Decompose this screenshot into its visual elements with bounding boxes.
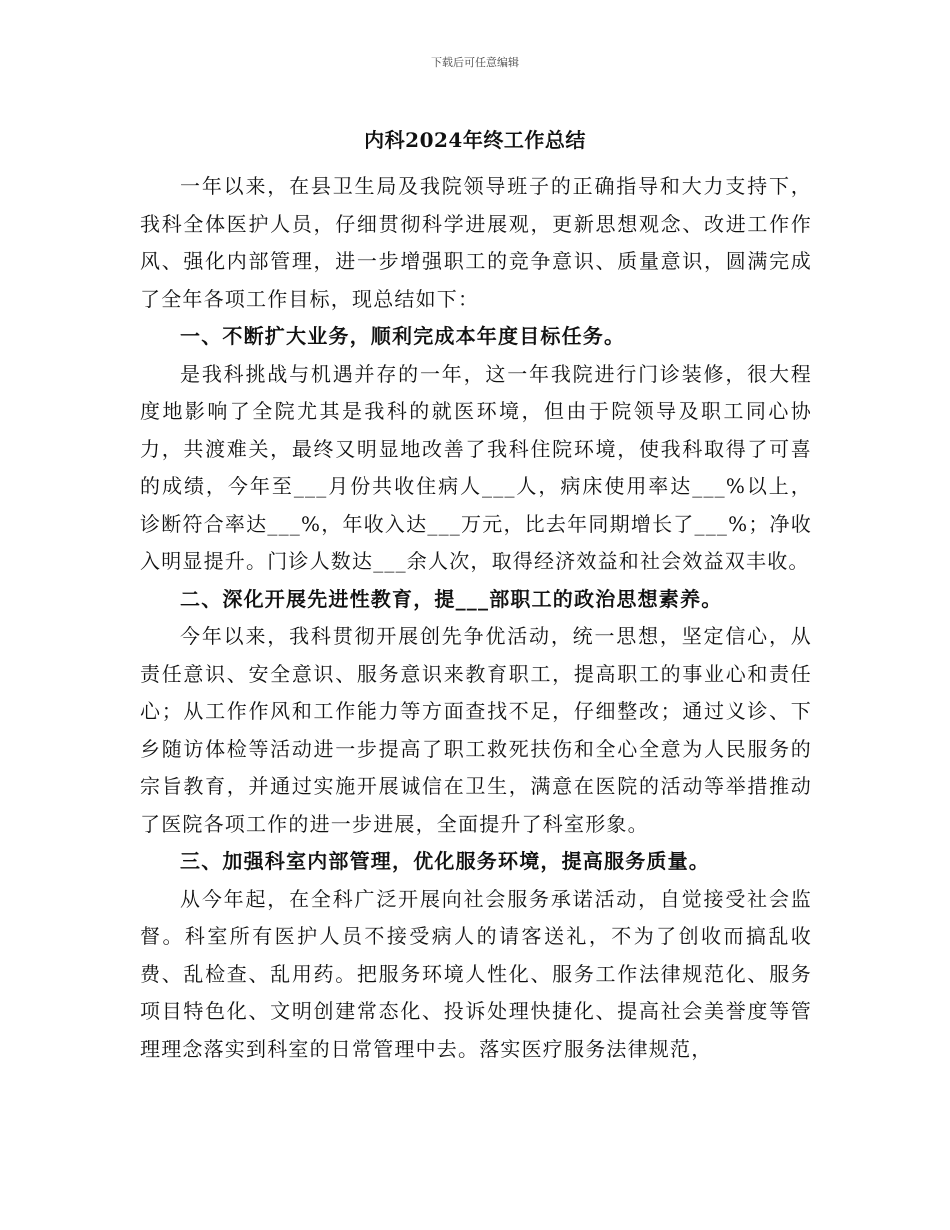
document-body <box>140 168 812 1068</box>
document-title: 内科2024年终工作总结 <box>364 128 586 152</box>
section-3-heading: 三、加强科室内部管理，优化服务环境，提高服务质量。 <box>180 849 710 873</box>
section-1-paragraph: 是我科挑战与机遇并存的一年，这一年我院进行门诊装修，很大程度地影响了全院尤其是我科的就医环境，但由于院领导及职工同心协力，共渡难关，最终又明显地改善了我科住院环境，使我科取得了可喜的成绩，今年至___月份共收住病人___人，病床使用率达___%以上，诊断符合率达___%，年收入达___万元，比去年同期增长了___%；净收入明显提升。门诊人数达___余人次，取得经济效益和社会效益双丰收。 <box>140 361 812 573</box>
section-3-paragraph: 从今年起，在全科广泛开展向社会服务承诺活动，自觉接受社会监督。科室所有医护人员不接受病人的请客送礼，不为了创收而搞乱收费、乱检查、乱用药。把服务环境人性化、服务工作法律规范化、服务项目特色化、文明创建常态化、投诉处理快捷化、提高社会美誉度等管理理念落实到科室的日常管理中去。落实医疗服务法律规范， <box>140 886 812 1061</box>
section-1-heading: 一、不断扩大业务，顺利完成本年度目标任务。 <box>180 324 626 348</box>
section-2-heading: 二、深化开展先进性教育，提___部职工的政治思想素养。 <box>180 586 723 611</box>
intro-paragraph: 一年以来，在县卫生局及我院领导班子的正确指导和大力支持下，我科全体医护人员，仔细贯彻科学进展观，更新思想观念、改进工作作风、强化内部管理，进一步增强职工的竞争意识、质量意识，圆满完成了全年各项工作目标，现总结如下： <box>140 174 812 311</box>
section-2-paragraph: 今年以来，我科贯彻开展创先争优活动，统一思想，坚定信心，从责任意识、安全意识、服务意识来教育职工，提高职工的事业心和责任心；从工作作风和工作能力等方面查找不足，仔细整改；通过义诊、下乡随访体检等活动进一步提高了职工救死扶伤和全心全意为人民服务的宗旨教育，并通过实施开展诚信在卫生，满意在医院的活动等举措推动了医院各项工作的进一步进展，全面提升了科室形象。 <box>140 624 812 836</box>
page-header-note: 下载后可任意编辑 <box>431 56 519 69</box>
